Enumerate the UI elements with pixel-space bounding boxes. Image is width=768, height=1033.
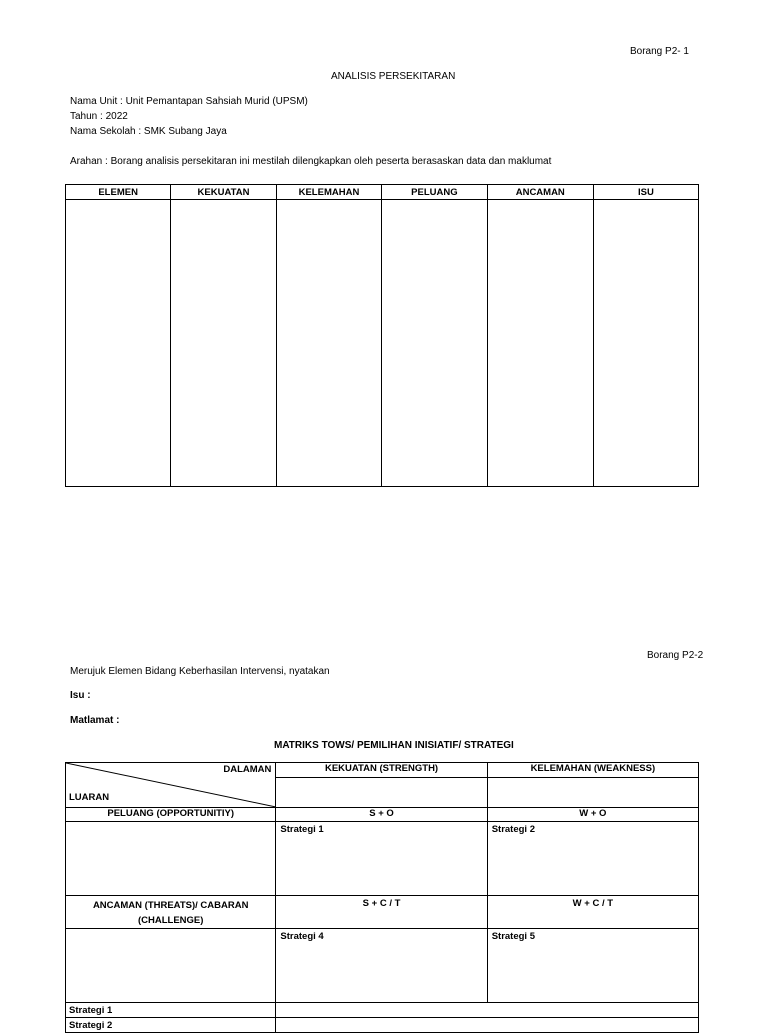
- opportunity-blank[interactable]: [66, 822, 276, 896]
- col-header-kekuatan: KEKUATAN: [171, 185, 276, 200]
- analysis-table: [65, 184, 699, 487]
- strategi-5-label: Strategi 5: [491, 931, 535, 942]
- header-weakness: KELEMAHAN (WEAKNESS): [487, 763, 698, 778]
- strategi-2-cell[interactable]: [487, 822, 698, 896]
- col-header-peluang: PELUANG: [382, 185, 487, 200]
- cell-kekuatan[interactable]: [171, 200, 276, 487]
- isu-label: Isu :: [70, 690, 91, 701]
- form-code: Borang P2- 1: [630, 46, 689, 57]
- info-unit: Nama Unit : Unit Pemantapan Sahsiah Murid (UPSM): [70, 96, 308, 107]
- row-threats: [66, 896, 276, 929]
- strategi-1-cell[interactable]: [276, 822, 487, 896]
- header-strength: KEKUATAN (STRENGTH): [276, 763, 487, 778]
- wct-label: W + C / T: [487, 896, 698, 929]
- col-header-isu: ISU: [593, 185, 698, 200]
- footer-strategi-1: Strategi 1: [66, 1003, 276, 1018]
- cell-isu[interactable]: [593, 200, 698, 487]
- threats-line-1: ANCAMAN (THREATS)/ CABARAN: [92, 900, 249, 911]
- col-header-ancaman: ANCAMAN: [487, 185, 593, 200]
- info-year: Tahun : 2022: [70, 111, 128, 122]
- footer-strategi-2: Strategi 2: [66, 1018, 276, 1033]
- luaran-label: LUARAN: [69, 792, 110, 803]
- threats-blank[interactable]: [66, 929, 276, 1003]
- col-header-elemen: ELEMEN: [66, 185, 171, 200]
- wo-label: W + O: [487, 808, 698, 822]
- row-opportunity: PELUANG (OPPORTUNITIY): [66, 808, 276, 822]
- instruction-text: Arahan : Borang analisis persekitaran ini mestilah dilengkapkan oleh peserta berasaskan data dan maklumat: [70, 156, 552, 167]
- cell-elemen[interactable]: [66, 200, 171, 487]
- matlamat-label: Matlamat :: [70, 715, 120, 726]
- footer-strategi-2-value[interactable]: [276, 1018, 699, 1033]
- strategi-1-label: Strategi 1: [280, 824, 324, 835]
- matrix-corner: [66, 763, 276, 808]
- col-header-kelemahan: KELEMAHAN: [276, 185, 382, 200]
- cell-kelemahan[interactable]: [276, 200, 382, 487]
- threats-line-2: (CHALLENGE): [137, 915, 204, 926]
- cell-ancaman[interactable]: [487, 200, 593, 487]
- strategi-2-label: Strategi 2: [491, 824, 535, 835]
- strategi-4-label: Strategi 4: [280, 931, 324, 942]
- strategi-4-cell[interactable]: [276, 929, 487, 1003]
- tows-matrix: [65, 762, 699, 1033]
- page-title: ANALISIS PERSEKITARAN: [331, 71, 456, 82]
- footer-strategi-1-value[interactable]: [276, 1003, 699, 1018]
- dalaman-label: DALAMAN: [223, 764, 272, 775]
- sct-label: S + C / T: [276, 896, 487, 929]
- so-label: S + O: [276, 808, 487, 822]
- info-school: Nama Sekolah : SMK Subang Jaya: [70, 126, 227, 137]
- weakness-blank[interactable]: [487, 778, 698, 808]
- matrix-title: MATRIKS TOWS/ PEMILIHAN INISIATIF/ STRATEGI: [274, 740, 514, 751]
- form-code-2: Borang P2-2: [647, 650, 704, 661]
- cell-peluang[interactable]: [382, 200, 487, 487]
- intro-text: Merujuk Elemen Bidang Keberhasilan Intervensi, nyatakan: [70, 666, 330, 677]
- strategi-5-cell[interactable]: [487, 929, 698, 1003]
- strength-blank[interactable]: [276, 778, 487, 808]
